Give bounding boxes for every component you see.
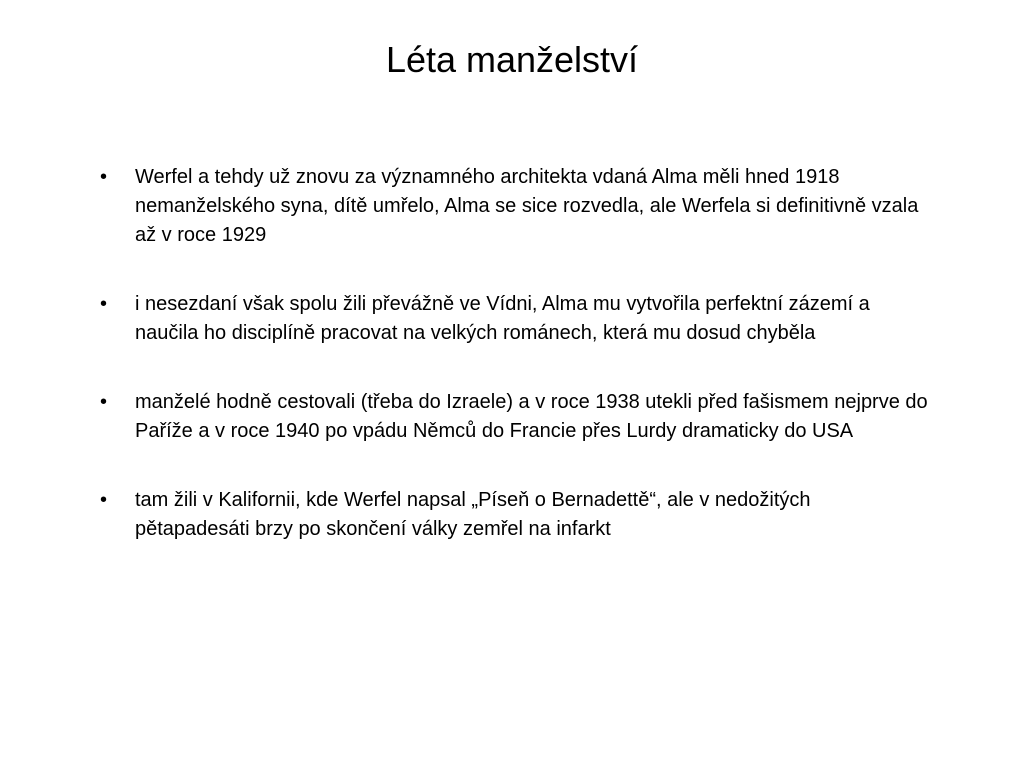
bullet-item — [100, 388, 930, 446]
slide-title: Léta manželství — [385, 39, 639, 80]
bullet-list — [100, 163, 930, 584]
bullet-text: i nesezdaní však spolu žili převážně ve Vídni, Alma mu vytvořila perfektní zázemí a naučila ho disciplíně pracovat na velkých románech, která mu dosud chyběla — [135, 293, 870, 344]
bullet-text: manželé hodně cestovali (třeba do Izraele) a v roce 1938 utekli před fašismem nejprve do Paříže a v roce 1940 po vpádu Němců do Francie přes Lurdy dramaticky do USA — [135, 391, 928, 442]
bullet-marker: • — [100, 166, 108, 188]
bullet-item — [100, 290, 930, 348]
bullet-marker: • — [100, 489, 108, 511]
bullet-text: tam žili v Kalifornii, kde Werfel napsal „Píseň o Bernadettě“, ale v nedožitých pětapadesáti brzy po skončení války zemřel na infarkt — [135, 489, 811, 540]
bullet-text: Werfel a tehdy už znovu za významného architekta vdaná Alma měli hned 1918 nemanželského syna, dítě umřelo, Alma se sice rozvedla, ale Werfela si definitivně vzala až v roce 1929 — [135, 166, 919, 246]
bullet-marker: • — [100, 293, 108, 315]
bullet-marker: • — [100, 391, 108, 413]
bullet-item — [100, 486, 930, 544]
bullet-item — [100, 163, 930, 250]
